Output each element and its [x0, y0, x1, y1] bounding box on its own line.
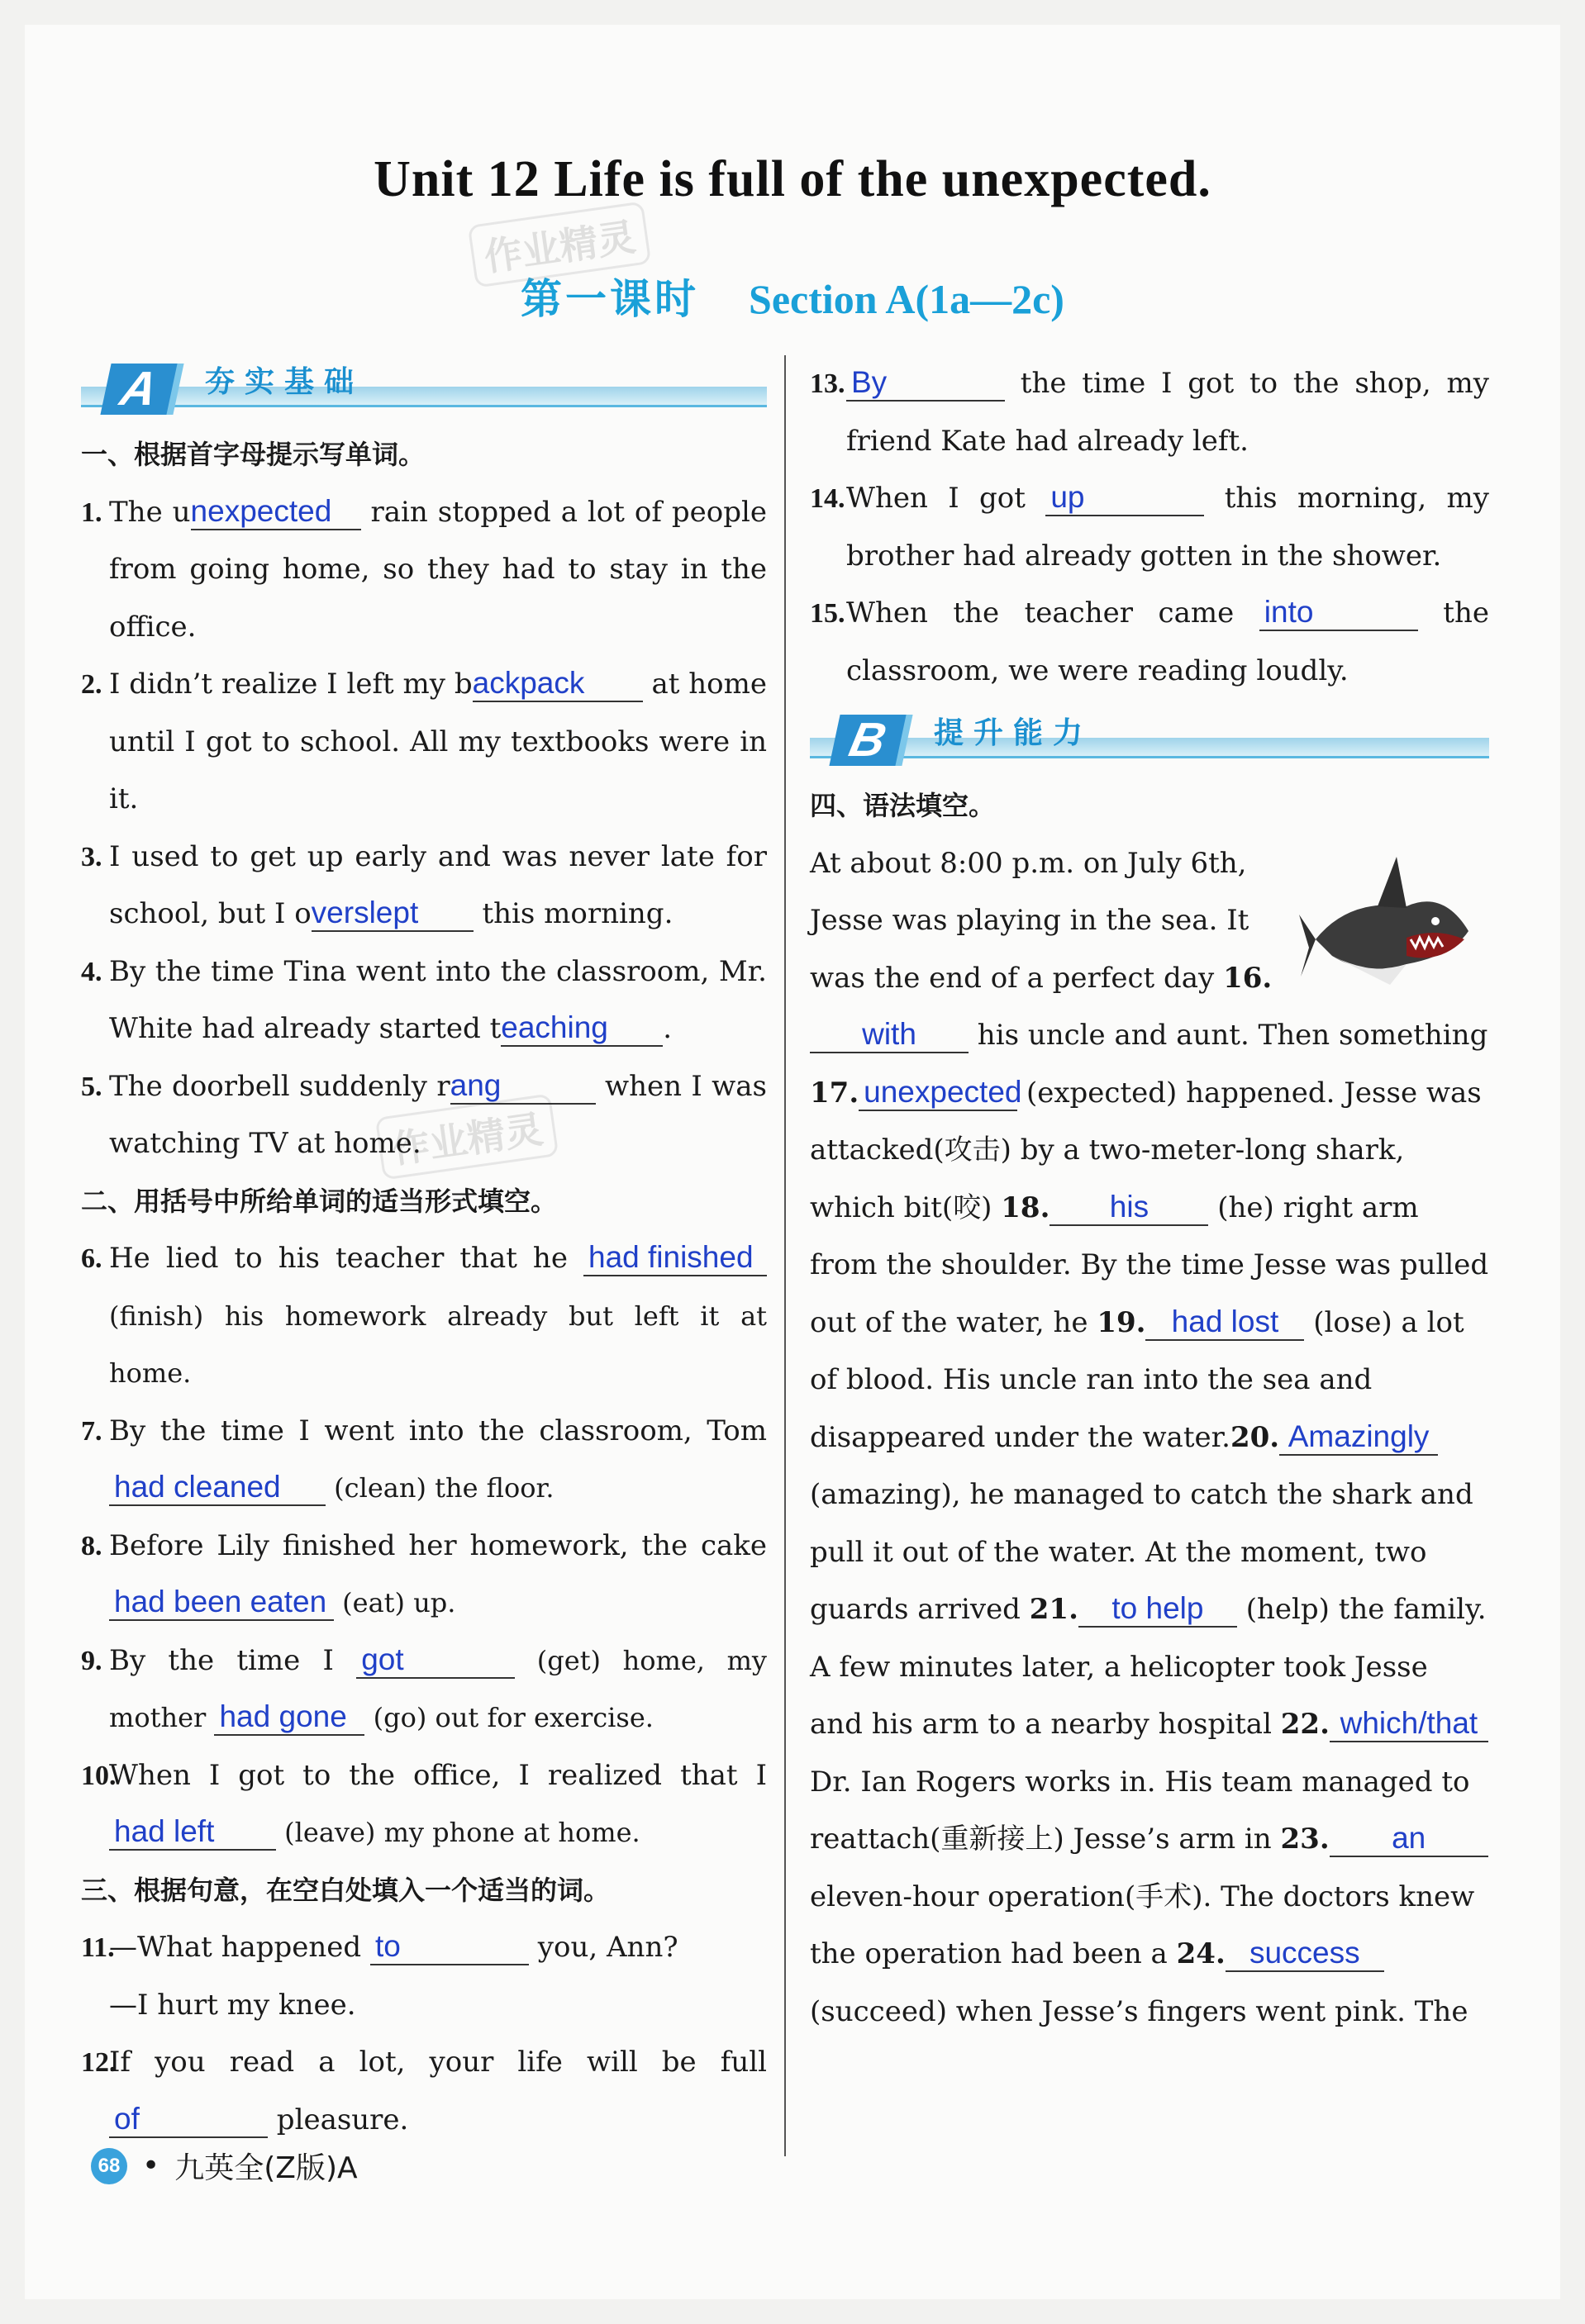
answer-blank[interactable]: to	[370, 1929, 529, 1965]
question-text: When I got to the office, I realized that I	[109, 1758, 767, 1792]
question-15	[810, 585, 1489, 700]
question-number: 6.	[81, 1243, 102, 1274]
passage-text: his uncle and aunt. Then something	[969, 1019, 1488, 1052]
question-number: 8.	[81, 1530, 102, 1561]
question-text: (go) out for exercise.	[364, 1702, 654, 1733]
book-name: 九英全(Z版)A	[174, 2151, 358, 2185]
footer-dot: •	[142, 2149, 160, 2183]
right-column	[810, 355, 1489, 2041]
question-number: 9.	[81, 1645, 102, 1676]
question-2	[81, 656, 767, 829]
question-text: If you read a lot, your life will be full	[109, 2046, 767, 2079]
answer-blank[interactable]: eaching	[501, 1010, 663, 1047]
answer-blank[interactable]: which/that	[1330, 1706, 1488, 1742]
answer-blank[interactable]: got	[356, 1642, 515, 1679]
section-label: Section A(1a—2c)	[749, 276, 1064, 322]
question-text: pleasure.	[268, 2103, 409, 2136]
question-1	[81, 484, 767, 657]
question-text: The doorbell suddenly r	[109, 1069, 450, 1103]
answer-blank[interactable]: had been eaten	[109, 1585, 334, 1621]
question-text: the time I got to the shop, my friend Kate had already left.	[846, 367, 1489, 458]
question-number: 7.	[81, 1415, 102, 1447]
question-text: when I was watching TV at home.	[109, 1069, 767, 1160]
unit-title: Unit 12 Life is full of the unexpected.	[374, 151, 1211, 207]
answer-blank[interactable]: with	[810, 1017, 969, 1053]
question-text: Before Lily finished her homework, the cake	[109, 1528, 767, 1562]
answer-blank[interactable]: to help	[1078, 1591, 1237, 1628]
part-b-letter: B	[829, 715, 906, 766]
lesson-subtitle	[0, 266, 1585, 326]
question-number: 5.	[81, 1071, 102, 1102]
page-footer	[91, 2145, 358, 2187]
watermark: 作业精灵	[375, 1093, 559, 1180]
question-text: I used to get up early and was never late for school, but I o	[109, 839, 767, 930]
passage-text: (help) the family.	[1236, 1593, 1487, 1626]
passage-text: (lose) a lot of blood. His uncle ran into the sea and disappeared under the water.	[810, 1305, 1464, 1454]
question-text: When the teacher came	[846, 596, 1259, 630]
question-text: this morning, my brother had already gotten in the shower.	[846, 482, 1489, 573]
part-a-letter: A	[100, 364, 177, 415]
passage-text: eleven-hour operation(手术). The doctors knew the operation had been a	[810, 1880, 1475, 1970]
answer-blank[interactable]: verslept	[312, 896, 474, 932]
banner-bar	[810, 738, 1489, 758]
part-a-banner	[81, 355, 767, 421]
answer-blank[interactable]: Amazingly	[1279, 1419, 1438, 1456]
shark-illustration	[1299, 840, 1489, 1005]
question-number: 3.	[81, 841, 102, 872]
passage-text: A few minutes later, a helicopter took Jesse and his arm to a nearby hospital	[810, 1650, 1428, 1741]
question-6	[81, 1230, 767, 1403]
question-text: at home until I got to school. All my textbooks were in it.	[109, 668, 767, 815]
question-text: .	[663, 1012, 673, 1045]
passage-text: (expected) happened. Jesse was attacked(攻击) by a two-meter-long shark, which bit(咬)	[810, 1076, 1482, 1224]
blank-number: 17.	[810, 1076, 859, 1110]
passage-text: At about 8:00 p.m. on July 6th, Jesse was playing in the sea. It was the end of a perfect day	[810, 846, 1249, 995]
question-number: 10.	[81, 1760, 117, 1791]
blank-number: 21.	[1029, 1593, 1078, 1626]
answer-blank[interactable]: had cleaned	[109, 1470, 326, 1506]
part-b-label: 提升能力	[934, 716, 1093, 750]
passage-paragraph-2	[810, 1639, 1489, 2041]
banner-bar	[81, 387, 767, 407]
passage-text: (amazing), he managed to catch the shark and pull it out of the water. At the moment, two guards arrived	[810, 1478, 1473, 1626]
question-text: When I got	[846, 482, 1046, 515]
question-text: (clean) the floor.	[326, 1472, 555, 1504]
blank-number: 19.	[1097, 1305, 1146, 1339]
passage-text: (he) right arm from the shoulder. By the time Jesse was pulled out of the water, he	[810, 1191, 1489, 1339]
answer-blank[interactable]: an	[1330, 1821, 1488, 1857]
answer-blank[interactable]: had left	[109, 1814, 276, 1851]
answer-blank[interactable]: up	[1045, 480, 1204, 516]
answer-blank[interactable]: By	[846, 365, 1005, 402]
question-10	[81, 1747, 767, 1862]
question-text: —I hurt my knee.	[109, 1988, 356, 2022]
question-text: By the time I went into the classroom, Tom	[109, 1414, 767, 1447]
question-text: I didn’t realize I left my b	[109, 668, 473, 701]
question-number: 13.	[810, 368, 845, 399]
left-column	[81, 355, 767, 2149]
blank-number: 24.	[1176, 1937, 1226, 1970]
question-text: By the time I	[109, 1643, 357, 1677]
question-number: 11.	[81, 1932, 115, 1963]
question-11	[81, 1919, 767, 2034]
question-text: the classroom, we were reading loudly.	[846, 596, 1489, 687]
answer-blank[interactable]: had gone	[214, 1699, 364, 1736]
answer-blank[interactable]: ang	[450, 1068, 596, 1105]
blank-number: 18.	[1001, 1191, 1050, 1224]
question-text: rain stopped a lot of people from going home, so they had to stay in the office.	[109, 495, 767, 644]
section-4-heading: 四、语法填空。	[810, 790, 996, 821]
question-number: 14.	[810, 483, 845, 514]
answer-blank[interactable]: his	[1050, 1190, 1208, 1226]
question-5	[81, 1058, 767, 1173]
blank-number: 23.	[1280, 1823, 1330, 1856]
question-text: He lied to his teacher that he	[109, 1242, 583, 1275]
question-text: (leave) my phone at home.	[276, 1817, 640, 1848]
section-3-heading: 三、根据句意，在空白处填入一个适当的词。	[81, 1874, 611, 1906]
question-3	[81, 829, 767, 943]
column-divider	[784, 355, 786, 2156]
section-1-heading: 一、根据首字母提示写单词。	[81, 439, 426, 470]
part-b-banner	[810, 706, 1489, 772]
question-number: 1.	[81, 497, 102, 528]
answer-blank[interactable]: into	[1259, 595, 1418, 631]
blank-number: 20.	[1230, 1420, 1280, 1454]
question-text: (eat) up.	[334, 1587, 456, 1618]
question-7	[81, 1403, 767, 1518]
grammar-passage	[810, 835, 1489, 2041]
blank-number: 22.	[1280, 1708, 1330, 1741]
question-13	[810, 355, 1489, 470]
question-number: 4.	[81, 956, 102, 987]
answer-blank[interactable]: success	[1226, 1936, 1384, 1972]
question-number: 12.	[81, 2047, 117, 2078]
page-number: 68	[91, 2148, 127, 2184]
answer-blank[interactable]: ackpack	[473, 666, 643, 702]
question-8	[81, 1518, 767, 1633]
watermark: 作业精灵	[468, 201, 651, 288]
question-number: 2.	[81, 669, 102, 700]
part-a-label: 夯实基础	[205, 365, 364, 399]
question-12	[81, 2034, 767, 2149]
answer-blank[interactable]: of	[109, 2102, 268, 2138]
passage-text: Dr. Ian Rogers works in. His team managed to reattach(重新接上) Jesse’s arm in	[810, 1765, 1470, 1856]
answer-blank[interactable]: unexpected	[859, 1075, 1017, 1111]
passage-text: (succeed) when Jesse’s fingers went pink. The	[810, 1994, 1468, 2028]
answer-blank[interactable]: nexpected	[191, 494, 361, 530]
question-text: The u	[109, 495, 191, 529]
lesson-number: 第一课时	[521, 275, 700, 323]
question-text: this morning.	[473, 897, 674, 930]
question-9	[81, 1633, 767, 1747]
question-number: 15.	[810, 598, 845, 629]
question-text: you, Ann?	[529, 1931, 678, 1964]
question-text: (finish) his homework already but left it at home.	[109, 1300, 767, 1389]
question-text: —What happened	[109, 1931, 370, 1964]
question-14	[810, 470, 1489, 585]
question-4	[81, 943, 767, 1058]
question-text: (get) home, my mother	[109, 1644, 768, 1733]
answer-blank[interactable]: had finished	[583, 1240, 767, 1276]
blank-number: 16.	[1223, 961, 1273, 995]
section-2-heading: 二、用括号中所给单词的适当形式填空。	[81, 1185, 558, 1217]
question-text: By the time Tina went into the classroom, Mr. White had already started t	[109, 954, 767, 1045]
answer-blank[interactable]: had lost	[1145, 1305, 1304, 1341]
